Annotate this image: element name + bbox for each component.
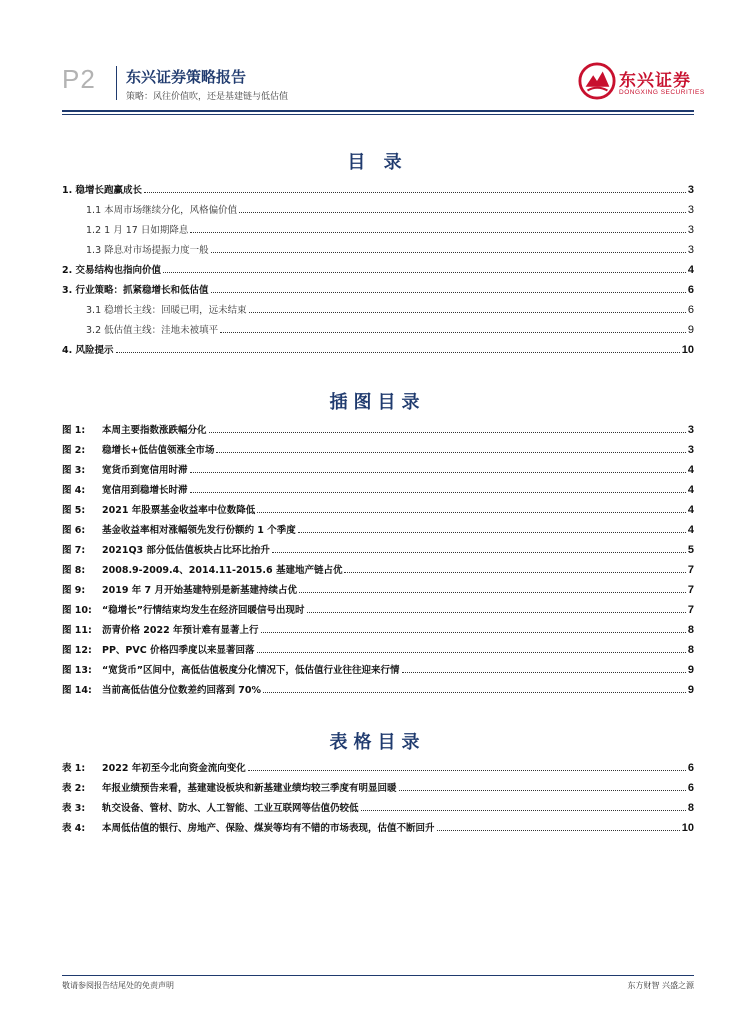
toc-entry[interactable] [62,276,694,296]
figure-prefix: 图 9: [62,585,86,596]
toc-list [62,176,694,356]
entry-page-number: 3 [687,184,694,196]
toc-entry-text: 4. 风险提示 [62,345,114,356]
toc-entry-text: 1.2 1 月 17 日如期降息 [86,225,189,236]
figure-entry[interactable] [62,556,694,576]
logo-text-cn: 东兴证券 [619,71,691,91]
toc-entry[interactable] [62,196,694,216]
entry-page-number: 8 [687,624,694,636]
entry-label [62,820,437,834]
entry-label [62,342,116,356]
table-entry[interactable] [62,754,694,774]
entry-page-number: 5 [687,544,694,556]
figure-entry[interactable] [62,656,694,676]
figure-prefix: 图 10: [62,605,92,616]
entry-label [62,562,344,576]
entry-label [62,682,263,696]
table-entry-text: 本周低估值的银行、房地产、保险、煤炭等均有不错的市场表现，估值不断回升 [102,823,435,834]
toc-entry-text: 3. 行业策略：抓紧稳增长和低估值 [62,285,209,296]
figure-prefix: 图 1: [62,425,86,436]
table-entry-text: 轨交设备、管材、防水、人工智能、工业互联网等估值仍较低 [102,803,359,814]
company-logo [578,62,705,102]
entry-label [62,282,211,296]
leader-dots [190,472,686,473]
leader-dots [263,692,686,693]
toc-entry-text: 3.2 低估值主线：洼地未被填平 [86,325,219,336]
figure-entry-text: 2021Q3 部分低估值板块占比环比抬升 [102,545,270,556]
entry-label [62,780,399,794]
figure-prefix: 图 6: [62,525,86,536]
leader-dots [248,770,686,771]
entry-label [62,182,144,196]
entry-page-number: 3 [687,224,694,236]
entry-label [62,262,163,276]
figure-entry-text: 宽货币到宽信用时滞 [102,465,188,476]
figure-prefix: 图 12: [62,645,92,656]
figure-prefix: 图 3: [62,465,86,476]
figure-entry[interactable] [62,516,694,536]
entry-page-number: 4 [687,524,694,536]
table-entry-text: 2022 年初至今北向资金流向变化 [102,763,246,774]
footer-disclaimer: 敬请参阅报告结尾处的免责声明 [62,981,174,990]
toc-entry-text: 2. 交易结构也指向价值 [62,265,162,276]
leader-dots [402,672,686,673]
leader-dots [211,292,686,293]
entry-page-number: 9 [687,324,694,336]
leader-dots [144,192,686,193]
leader-dots [361,810,686,811]
header-rule-thin [62,114,694,115]
entry-page-number: 7 [687,564,694,576]
toc-entry[interactable] [62,236,694,256]
leader-dots [399,790,686,791]
entry-page-number: 4 [687,504,694,516]
logo-text-en: DONGXING SECURITIES [619,89,705,96]
figure-prefix: 图 8: [62,565,86,576]
toc-entry-text: 3.1 稳增长主线：回暖已明，远未结束 [86,305,247,316]
toc-entry[interactable] [62,256,694,276]
figure-entry[interactable] [62,616,694,636]
entry-label [62,482,190,496]
figure-entry[interactable] [62,476,694,496]
entry-page-number: 6 [687,304,694,316]
entry-label [86,242,211,256]
toc-entry[interactable] [62,296,694,316]
entry-label [62,422,209,436]
footer-slogan: 东方财智 兴盛之源 [627,981,694,990]
entry-page-number: 3 [687,444,694,456]
leader-dots [344,572,685,573]
entry-page-number: 6 [687,762,694,774]
entry-label [62,462,190,476]
entry-label [62,502,257,516]
leader-dots [190,492,686,493]
figure-entry[interactable] [62,596,694,616]
entry-page-number: 8 [687,644,694,656]
entry-label [86,322,220,336]
figure-entry-text: 基金收益率相对涨幅领先发行份额约 1 个季度 [102,525,296,536]
entry-label [62,582,299,596]
figure-prefix: 图 5: [62,505,86,516]
leader-dots [116,352,680,353]
page-number: P2 [62,64,96,94]
figure-prefix: 图 7: [62,545,86,556]
entry-page-number: 8 [687,802,694,814]
header-separator [116,66,117,100]
entry-page-number: 10 [681,344,694,356]
toc-title: 目 录 [347,152,408,173]
entry-label [62,760,248,774]
leader-dots [257,512,686,513]
figure-entry[interactable] [62,416,694,436]
entry-label [62,522,298,536]
figure-entry-text: “宽货币”区间中，高低估值极度分化情况下，低估值行业往往迎来行情 [102,665,400,676]
toc-entry[interactable] [62,336,694,356]
table-prefix: 表 4: [62,823,86,834]
entry-label [86,202,239,216]
leader-dots [216,452,685,453]
figure-prefix: 图 14: [62,685,92,696]
entry-label [86,222,190,236]
entry-page-number: 4 [687,484,694,496]
figure-entry-text: 当前高低估值分位数差约回落到 70% [102,685,262,696]
figure-entry[interactable] [62,576,694,596]
toc-entry[interactable] [62,316,694,336]
figure-entry-text: 本周主要指数涨跌幅分化 [102,425,207,436]
leader-dots [299,592,686,593]
figures-list [62,416,694,696]
leader-dots [298,532,686,533]
leader-dots [239,212,686,213]
toc-entry-text: 1.3 降息对市场提振力度一般 [86,245,209,256]
figure-entry[interactable] [62,436,694,456]
figure-entry-text: PP、PVC 价格四季度以来显著回落 [102,645,255,656]
toc-entry-text: 1. 稳增长跑赢成长 [62,185,143,196]
figure-prefix: 图 2: [62,445,86,456]
figure-prefix: 图 11: [62,625,92,636]
report-subtitle: 策略：风往价值吹，还是基建链与低估值 [126,92,289,102]
entry-label [62,642,257,656]
footer-rule [62,975,694,976]
entry-page-number: 3 [687,244,694,256]
leader-dots [211,252,686,253]
table-entry[interactable] [62,814,694,834]
leader-dots [163,272,686,273]
leader-dots [209,432,686,433]
figure-entry-text: 2008.9-2009.4、2014.11-2015.6 基建地产链占优 [102,565,343,576]
entry-page-number: 10 [681,822,694,834]
figure-prefix: 图 13: [62,665,92,676]
leader-dots [261,632,686,633]
leader-dots [220,332,686,333]
figure-entry-text: 2021 年股票基金收益率中位数降低 [102,505,256,516]
figure-entry-text: 稳增长+低估值领涨全市场 [102,445,215,456]
entry-page-number: 4 [687,264,694,276]
table-prefix: 表 3: [62,803,86,814]
leader-dots [307,612,686,613]
table-entry[interactable] [62,774,694,794]
table-entry-text: 年报业绩预告来看，基建建设板块和新基建业绩均较三季度有明显回暖 [102,783,397,794]
entry-label [62,662,402,676]
figure-entry[interactable] [62,676,694,696]
toc-entry-text: 1.1 本周市场继续分化，风格偏价值 [86,205,238,216]
figure-entry[interactable] [62,536,694,556]
logo-mark-icon [578,62,616,100]
figure-entry-text: 2019 年 7 月开始基建特别是新基建持续占优 [102,585,297,596]
figure-entry-text: 沥青价格 2022 年预计难有显著上行 [102,625,259,636]
figure-entry-text: “稳增长”行情结束均发生在经济回暖信号出现时 [102,605,305,616]
figure-prefix: 图 4: [62,485,86,496]
entry-page-number: 6 [687,782,694,794]
tables-list [62,754,694,834]
figure-entry-text: 宽信用到稳增长时滞 [102,485,188,496]
entry-label [62,800,361,814]
figures-title: 插图目录 [329,392,426,413]
leader-dots [437,830,680,831]
entry-label [62,542,272,556]
figure-entry[interactable] [62,456,694,476]
header-rule [62,110,694,112]
table-entry[interactable] [62,794,694,814]
report-title: 东兴证券策略报告 [126,68,247,86]
entry-label [62,622,261,636]
entry-label [86,302,249,316]
entry-page-number: 9 [687,684,694,696]
entry-label [62,602,307,616]
entry-page-number: 3 [687,424,694,436]
table-prefix: 表 2: [62,783,86,794]
leader-dots [190,232,686,233]
tables-title: 表格目录 [329,732,426,753]
entry-page-number: 7 [687,584,694,596]
leader-dots [272,552,686,553]
leader-dots [257,652,686,653]
entry-label [62,442,216,456]
entry-page-number: 9 [687,664,694,676]
figure-entry[interactable] [62,636,694,656]
entry-page-number: 4 [687,464,694,476]
leader-dots [249,312,686,313]
toc-entry[interactable] [62,216,694,236]
entry-page-number: 7 [687,604,694,616]
toc-entry[interactable] [62,176,694,196]
entry-page-number: 3 [687,204,694,216]
entry-page-number: 6 [687,284,694,296]
table-prefix: 表 1: [62,763,86,774]
figure-entry[interactable] [62,496,694,516]
